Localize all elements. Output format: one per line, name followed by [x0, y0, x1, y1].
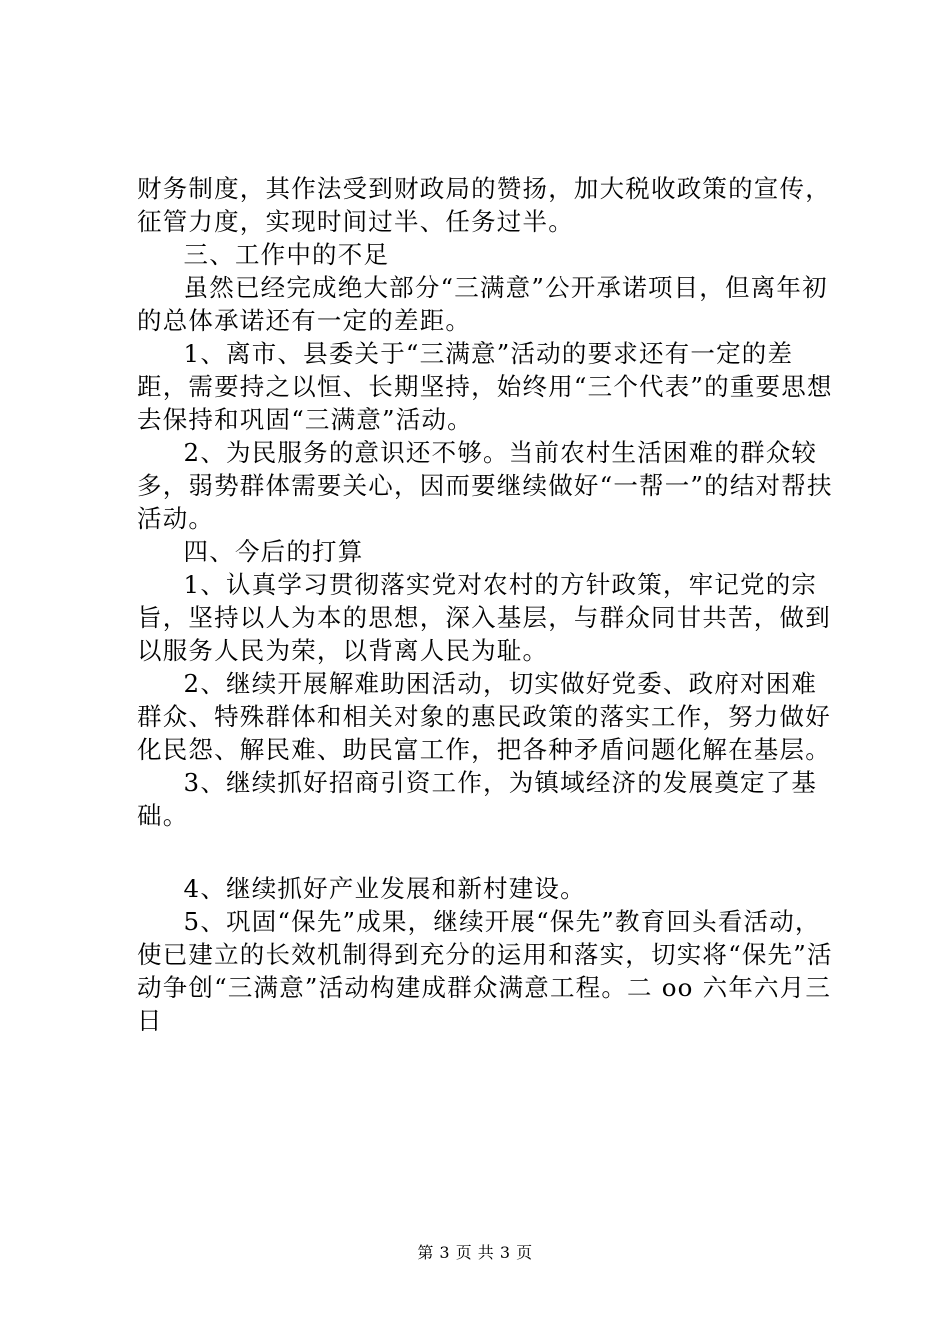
paragraph-plan-4: 4、继续抓好产业发展和新村建设。 [183, 874, 586, 903]
paragraph-plan-3: 3、继续抓好招商引资工作，为镇域经济的发展奠定了基础。 [137, 768, 818, 830]
paragraph-shortcoming-1: 1、离市、县委关于“三满意”活动的要求还有一定的差距，需要持之以恒、长期坚持，始终用“三个代表”的重要思想去保持和巩固“三满意”活动。 [137, 339, 833, 434]
paragraph-plan-2: 2、继续开展解难助困活动，切实做好党委、政府对困难群众、特殊群体和相关对象的惠民政策的落实工作，努力做好化民怨、解民难、助民富工作，把各种矛盾问题化解在基层。 [137, 669, 831, 764]
paragraph-shortcoming-2: 2、为民服务的意识还不够。当前农村生活困难的群众较多，弱势群体需要关心，因而要继续做好“一帮一”的结对帮扶活动。 [137, 438, 833, 533]
paragraph-plan-1: 1、认真学习贯彻落实党对农村的方针政策，牢记党的宗旨，坚持以人为本的思想，深入基层，与群众同甘共苦，做到以服务人民为荣，以背离人民为耻。 [137, 570, 831, 665]
document-body [137, 172, 842, 1037]
page-number-footer: 第 3 页 共 3 页 [417, 1243, 533, 1262]
paragraph-shortcomings-intro: 虽然已经完成绝大部分“三满意”公开承诺项目，但离年初的总体承诺还有一定的差距。 [137, 273, 828, 335]
paragraph-finance-continuation: 财务制度，其作法受到财政局的赞扬，加大税收政策的宣传，征管力度，实现时间过半、任务过半。 [137, 174, 831, 236]
section-heading-future-plans: 四、今后的打算 [183, 537, 364, 566]
section-heading-shortcomings: 三、工作中的不足 [183, 240, 390, 269]
paragraph-plan-5: 5、巩固“保先”成果，继续开展“保先”教育回头看活动，使已建立的长效机制得到充分的运用和落实，切实将“保先”活动争创“三满意”活动构建成群众满意工程。二 oo 六年六月三日 [137, 907, 833, 1035]
